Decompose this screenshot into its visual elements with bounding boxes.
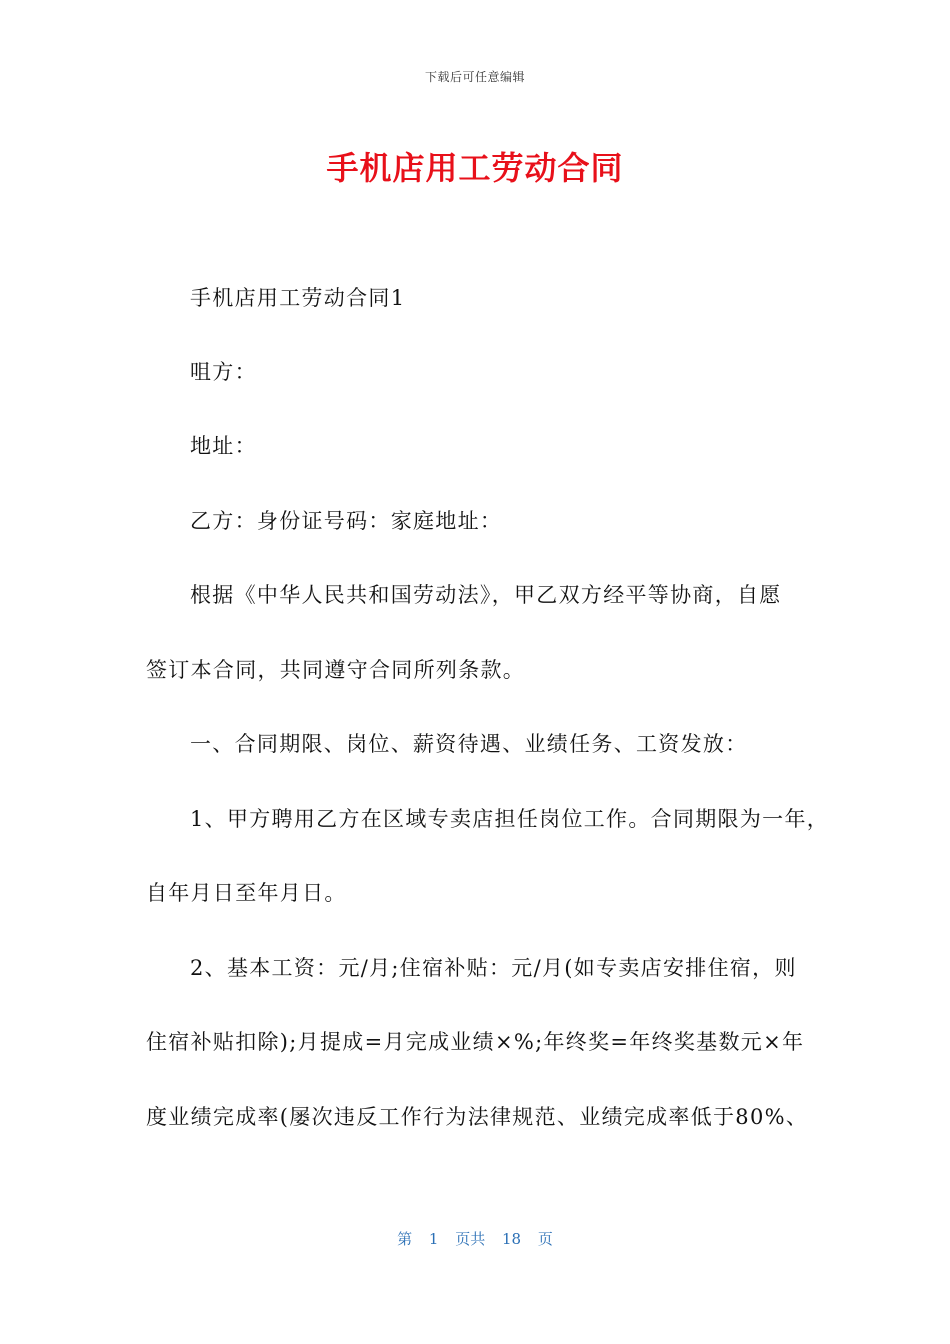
section-heading: 一、合同期限、岗位、薪资待遇、业绩任务、工资发放： xyxy=(190,732,748,756)
body-text-line: 1、甲方聘用乙方在区域专卖店担任岗位工作。合同期限为一年， xyxy=(190,807,830,831)
party-a-label: 咀方： xyxy=(190,360,257,384)
body-text-line: 度业绩完成率(屡次违反工作行为法律规范、业绩完成率低于80%、 xyxy=(146,1105,809,1129)
body-text-line: 根据《中华人民共和国劳动法》，甲乙双方经平等协商，自愿 xyxy=(190,583,782,607)
page-footer xyxy=(0,1228,950,1249)
page-mid: 页共 xyxy=(455,1230,486,1248)
contract-heading: 手机店用工劳动合同1 xyxy=(190,286,406,310)
body-text-line: 住宿补贴扣除);月提成=月完成业绩×%;年终奖=年终奖基数元×年 xyxy=(146,1030,805,1054)
party-b-label: 乙方：身份证号码：家庭地址： xyxy=(190,509,503,533)
page-prefix: 第 xyxy=(397,1230,413,1248)
header-note: 下载后可任意编辑 xyxy=(424,70,525,84)
body-text-line: 签订本合同，共同遵守合同所列条款。 xyxy=(146,658,526,682)
total-pages: 18 xyxy=(502,1230,522,1248)
body-text-line: 2、基本工资：元/月;住宿补贴：元/月(如专卖店安排住宿，则 xyxy=(190,956,797,980)
address-label: 地址： xyxy=(190,434,257,458)
page-number: 1 xyxy=(428,1230,439,1248)
body-text-line: 自年月日至年月日。 xyxy=(146,881,347,905)
page-suffix: 页 xyxy=(537,1230,553,1248)
document-title: 手机店用工劳动合同 xyxy=(326,149,624,187)
